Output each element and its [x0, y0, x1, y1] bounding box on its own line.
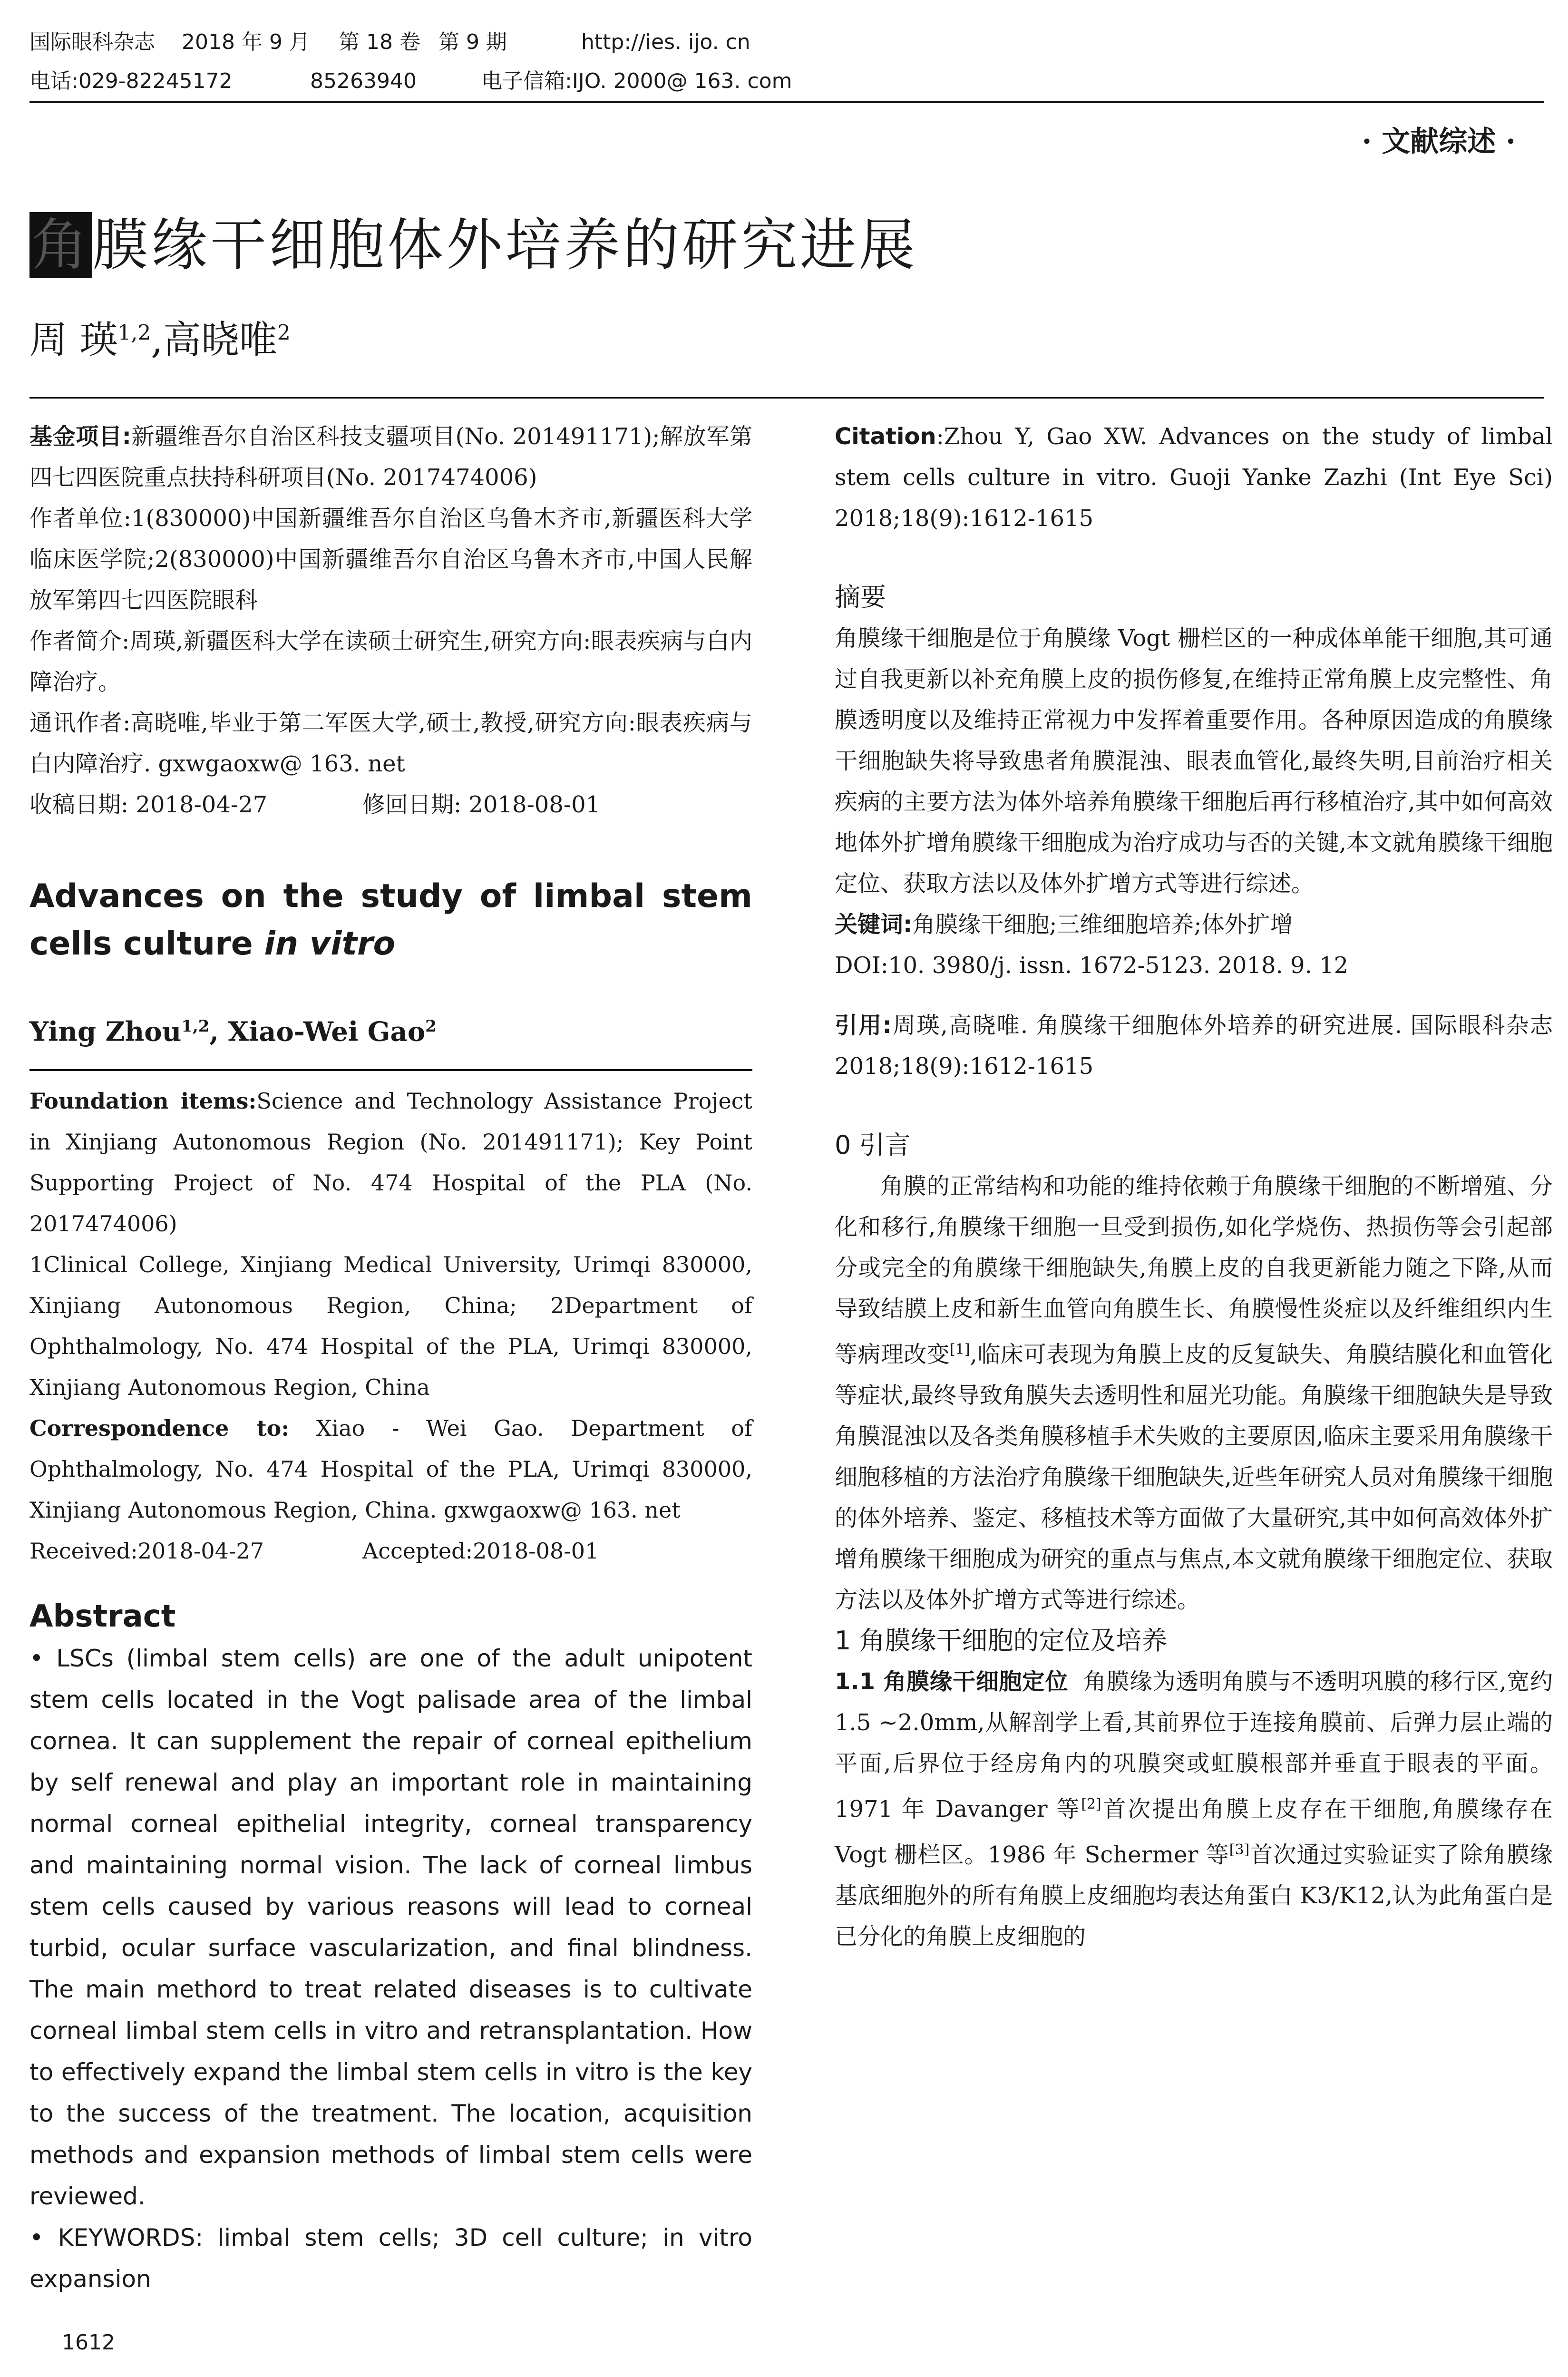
fax: 85263940: [310, 69, 417, 93]
english-title-italic: in vitro: [264, 925, 396, 963]
phone: 电话:029-82245172: [29, 69, 233, 93]
doi[interactable]: DOI:10. 3980/j. issn. 1672-5123. 2018. 9. 12: [835, 952, 1349, 979]
corr-text: 高晓唯,毕业于第二军医大学,硕士,教授,研究方向:眼表疾病与白内障治疗. gxwgaoxw@ 163. net: [29, 710, 752, 777]
issue-date: 2018 年 9 月: [182, 30, 310, 54]
volume: 第 18 卷: [339, 30, 420, 54]
title-text: 膜缘干细胞体外培养的研究进展: [92, 212, 918, 278]
correspondence-label: Correspondence to:: [29, 1415, 290, 1441]
sec0-text-a: 角膜的正常结构和功能的维持依赖于角膜缘干细胞的不断增殖、分化和移行,角膜缘干细胞一旦受到损伤,如化学烧伤、热损伤等会引起部分或完全的角膜缘干细胞缺失,角膜上皮的自我更新能力随之下降,从而导致结膜上皮和新生血管向角膜生长、角膜慢性炎症以及纤维组织内生等病理改变: [835, 1173, 1553, 1368]
bio-label: 作者简介:: [29, 628, 130, 654]
english-authors: [29, 1006, 752, 1052]
header-rule: [29, 101, 1544, 103]
unit-label: 作者单位:: [29, 505, 131, 532]
revised-cn: 修回日期: 2018-08-01: [362, 791, 601, 818]
received-en: Received:2018-04-27: [29, 1538, 264, 1564]
title-highlight-char: 角: [29, 212, 92, 278]
bio-text: 周瑛,新疆医科大学在读硕士研究生,研究方向:眼表疾病与白内障治疗。: [29, 628, 752, 695]
email[interactable]: 电子信箱:IJO. 2000@ 163. com: [481, 69, 792, 93]
ref-2[interactable]: [2]: [1081, 1796, 1101, 1812]
right-column: [835, 416, 1553, 1957]
section-1-1-heading: 1.1 角膜缘干细胞定位: [835, 1668, 1069, 1695]
article-title: [29, 200, 918, 281]
title-rule: [29, 397, 1544, 399]
journal-url[interactable]: http://ies. ijo. cn: [581, 30, 750, 54]
authors-rule: [29, 1069, 752, 1071]
ref-3[interactable]: [3]: [1229, 1841, 1250, 1858]
received-cn: 收稿日期: 2018-04-27: [29, 791, 268, 818]
abstract-cn: 角膜缘干细胞是位于角膜缘 Vogt 栅栏区的一种成体单能干细胞,其可通过自我更新以补充角膜上皮的损伤修复,在维持正常角膜上皮完整性、角膜透明度以及维持正常视力中发挥着重要作用。各种原因造成的角膜缘干细胞缺失将导致患者角膜混浊、眼表血管化,最终失明,目前治疗相关疾病的主要方法为体外培养角膜缘干细胞后再行移植治疗,其中如何高效地体外扩增角膜缘干细胞成为治疗成功与否的关键,本文就角膜缘干细胞定位、获取方法以及体外扩增方式等进行综述。: [835, 625, 1553, 897]
author-1-affil: 1,2: [117, 321, 151, 345]
section-1-heading: 1 角膜缘干细胞的定位及培养: [835, 1626, 1168, 1656]
english-title-text: Advances on the study of limbal stem cells culture: [29, 877, 752, 963]
sec11-text-a: 角膜缘为透明角膜与不透明巩膜的移行区,宽约 1.5 ~2.0mm,从解剖学上看,其前界位于连接角膜前、后弹力层止端的平面,后界位于经房角内的巩膜突或虹膜根部并垂直于眼表的平面。1971 年 Davanger 等: [835, 1668, 1553, 1822]
keywords-cn-label: 关键词:: [835, 911, 913, 938]
cite-cn-text: 周瑛,高晓唯. 角膜缘干细胞体外培养的研究进展. 国际眼科杂志 2018;18(9):1612-1615: [835, 1012, 1553, 1080]
author-2: 高晓唯: [163, 318, 277, 362]
abstract-en: • LSCs (limbal stem cells) are one of the adult unipotent stem cells located in the Vogt palisade area of the limbal cornea. It can supplement the repair of corneal epithelium by self renewal and play an important role in maintaining normal corneal epithelial integrity, corneal transparency and maintaining normal vision. The lack of corneal limbus stem cells caused by various reasons will lead to corneal turbid, ocular surface vascularization, and final blindness. The main methord to treat related diseases is to cultivate corneal limbal stem cells in vitro and retransplantation. How to effectively expand the limbal stem cells in vitro is the key to the success of the treatment. The location, acquisition methods and expansion methods of limbal stem cells were reviewed.: [29, 1644, 752, 2210]
section-1-1-paragraph: [835, 1661, 1553, 1957]
sec11-text-c: 首次通过实验证实了除角膜缘基底细胞外的所有角膜上皮细胞均表达角蛋白 K3/K12,认为此角蛋白是已分化的角膜上皮细胞的: [835, 1841, 1553, 1950]
bio-info: [29, 621, 752, 702]
correspondence-text: Xiao - Wei Gao. Department of Ophthalmology, No. 474 Hospital of the PLA, Urimqi 830000, Xinjiang Autonomous Region, China. gxwgaoxw@ 163. net: [29, 1415, 752, 1523]
page-number: 1612: [62, 2330, 115, 2355]
unit-text: 1(830000)中国新疆维吾尔自治区乌鲁木齐市,新疆医科大学临床医学院;2(830000)中国新疆维吾尔自治区乌鲁木齐市,中国人民解放军第四七四医院眼科: [29, 505, 752, 614]
fund-label: 基金项目:: [29, 423, 131, 450]
dates-en: [29, 1530, 752, 1571]
keywords-cn-text: 角膜缘干细胞;三维细胞培养;体外扩增: [912, 911, 1293, 938]
fund-text: 新疆维吾尔自治区科技支疆项目(No. 201491171);解放军第四七四医院重点扶持科研项目(No. 2017474006): [29, 423, 752, 491]
section-tag: · 文献综述 ·: [1362, 125, 1516, 158]
journal-header: [29, 23, 1544, 101]
journal-name: 国际眼科杂志: [29, 30, 155, 54]
section-0-paragraph: [835, 1166, 1553, 1620]
cite-cn-label: 引用:: [835, 1012, 892, 1039]
cite-cn: [835, 1005, 1553, 1087]
author-sep: ,: [151, 318, 163, 362]
foundation-text: Science and Technology Assistance Project in Xinjiang Autonomous Region (No. 201491171); Key Point Supporting Project of No. 474 Hospital of the PLA (No. 2017474006): [29, 1088, 752, 1237]
citation-en: [835, 416, 1553, 539]
left-column: [29, 416, 752, 2300]
english-title: [29, 873, 752, 968]
authors-cn: [29, 309, 291, 364]
citation-text: :Zhou Y, Gao XW. Advances on the study of limbal stem cells culture in vitro. Guoji Yanke Zazhi (Int Eye Sci) 2018;18(9):1612-1615: [835, 423, 1553, 532]
author-1: 周 瑛: [29, 318, 118, 362]
section-0-heading: 0 引言: [835, 1130, 911, 1160]
en-author-2-affil: 2: [425, 1017, 437, 1036]
sec0-text-b: ,临床可表现为角膜上皮的反复缺失、角膜结膜化和血管化等症状,最终导致角膜失去透明性和屈光功能。角膜缘干细胞缺失是导致角膜混浊以及各类角膜移植手术失败的主要原因,临床主要采用角膜缘干细胞移植的方法治疗角膜缘干细胞缺失,近些年研究人员对角膜缘干细胞的体外培养、鉴定、移植技术等方面做了大量研究,其中如何高效体外扩增角膜缘干细胞成为研究的重点与焦点,本文就角膜缘干细胞定位、获取方法以及体外扩增方式等进行综述。: [835, 1341, 1553, 1613]
sec11-text-b: 首次提出角膜上皮存在干细胞,角膜缘存在 Vogt 栅栏区。1986 年 Schermer 等: [835, 1796, 1553, 1868]
keywords-en: • KEYWORDS: limbal stem cells; 3D cell culture; in vitro expansion: [29, 2223, 752, 2293]
fund-info: [29, 416, 752, 498]
corr-info: [29, 702, 752, 784]
dates-cn: [29, 784, 752, 825]
en-author-1: Ying Zhou: [29, 1016, 182, 1048]
en-author-2: , Xiao-Wei Gao: [209, 1016, 426, 1048]
issue: 第 9 期: [438, 30, 507, 54]
author-2-affil: 2: [277, 321, 291, 345]
correspondence-en: [29, 1408, 752, 1530]
corr-label: 通讯作者:: [29, 710, 131, 736]
abstract-heading: Abstract: [29, 1598, 176, 1634]
accepted-en: Accepted:2018-08-01: [362, 1538, 599, 1564]
keywords-cn: [835, 904, 1553, 945]
foundation-items: [29, 1081, 752, 1244]
abstract-cn-heading: 摘要: [835, 582, 886, 612]
foundation-label: Foundation items:: [29, 1088, 257, 1114]
citation-label: Citation: [835, 423, 936, 450]
affiliations-en: 1Clinical College, Xinjiang Medical University, Urimqi 830000, Xinjiang Autonomous Region, China; 2Department of Ophthalmology, No. 474 Hospital of the PLA, Urimqi 830000, Xinjiang Autonomous Region, China: [29, 1251, 752, 1400]
ref-1[interactable]: [1]: [950, 1341, 970, 1358]
en-author-1-affil: 1,2: [181, 1017, 210, 1036]
unit-info: [29, 498, 752, 621]
